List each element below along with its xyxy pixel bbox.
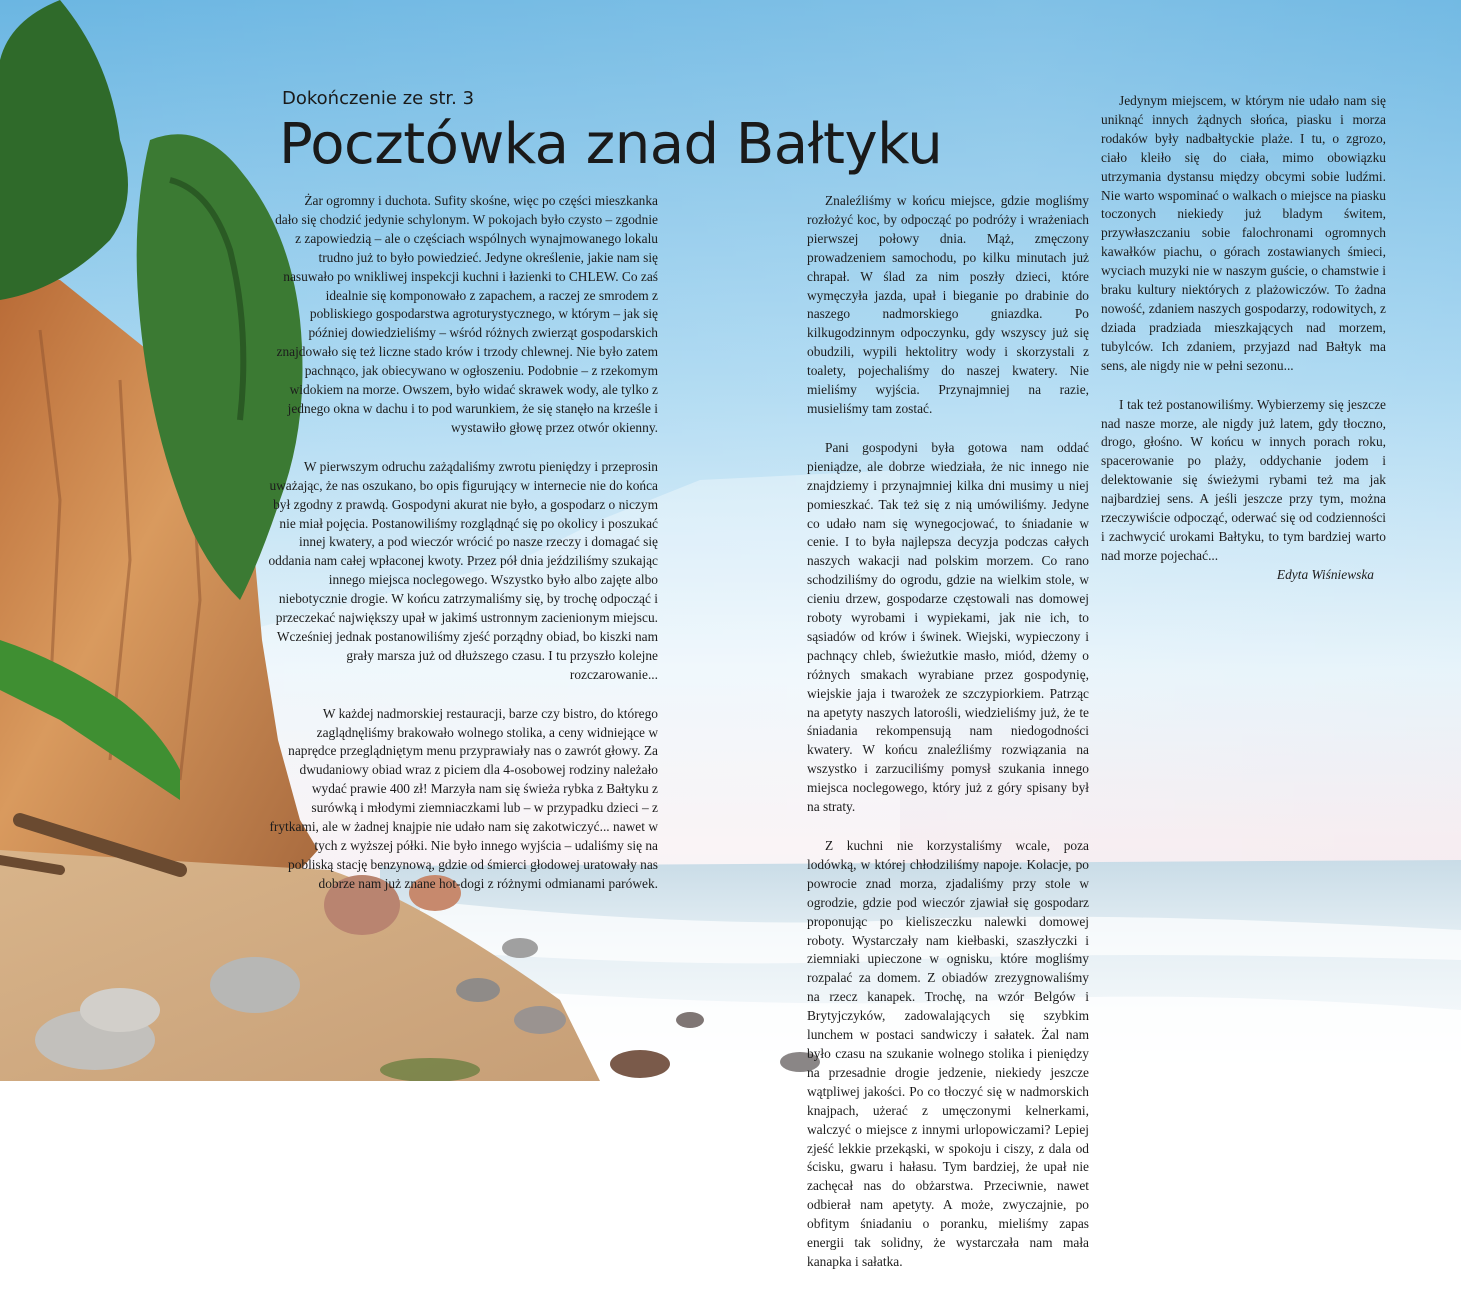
article-title: Pocztówka znad Bałtyku: [279, 112, 943, 177]
author-signature: Edyta Wiśniewska: [1276, 566, 1374, 582]
paragraph: Znaleźliśmy w końcu miejsce, gdzie mogliśmy rozłożyć koc, by odpocząć po podróży i wrażeniach pierwszej połowy dnia. Mąż, zmęczony prowadzeniem samochodu, po kilku minutach już chrapał. W ślad za nim poszły dzieci, które wymęczyła jazda, upał i bieganie po drabinie do naszego nadmorskiego gniazdka. Po kilkugodzinnym odpoczynku, gdy wszyscy już się obudzili, wypili hektolitry wody i skorzystali z toalety, pojechaliśmy do naszej kwatery. Nie mieliśmy wyjścia. Przynajmniej na razie, musieliśmy tam zostać.: [807, 193, 1089, 416]
paragraph: Z kuchni nie korzystaliśmy wcale, poza lodówką, w której chłodziliśmy napoje. Kolacje, po powrocie znad morza, zjadaliśmy przy stole w ogrodzie, gdzie pod wieczór zjawiał się gospodarz proponując po kieliszeczku nalewki domowej roboty. Wystarczały nam kiełbaski, szaszłyczki i ziemniaki upieczone w ognisku, które mogliśmy rozpalać za domem. Z obiadów zrezygnowaliśmy na rzecz kanapek. Trochę, na wzór Belgów i Brytyjczyków, zadowalających się szybkim lunchem w postaci sandwiczy i sałatek. Żal nam było czasu na szukanie wolnego stolika i pieniędzy na przesadnie drogie jedzenie, niekiedy jeszcze wątpliwej jakości. Po co tłoczyć się w nadmorskich knajpach, użerać z umęczonymi kelnerkami, walczyć o miejsce z innymi urlopowiczami? Lepiej zjeść lekkie przekąski, w spokoju i ciszy, z dala od ścisku, gwaru i hałasu. Tym bardziej, że upał nie zachęcał nas do obżarstwa. Przeciwnie, nawet odbierał nam apetyty. A może, zwyczajnie, po obfitym śniadaniu o poranku, mieliśmy zapas energii tak solidny, że wystarczała nam mała kanapka i sałatka.: [807, 838, 1089, 1269]
continuation-note: Dokończenie ze str. 3: [282, 88, 475, 109]
paragraph: Żar ogromny i duchota. Sufity skośne, więc po części mieszkanka dało się chodzić jedynie schylonym. W pokojach było czysto – zgodnie z zapowiedzią – ale o częściach wspólnych wynajmowanego lokalu trudno już to było powiedzieć. Jedyne określenie, jakie nam się nasuwało po wnikliwej inspekcji kuchni i łazienki to CHLEW. Co zaś idealnie się komponowało z zapachem, a raczej ze smrodem z pobliskiego gospodarstwa agroturystycznego, w którym – jak się później dowiedzieliśmy – wśród różnych zwierząt gospodarskich znajdowało się też liczne stado krów i trzody chlewnej. Nie było zatem pachnąco, jak obiecywano w ogłoszeniu. Podobnie – z rzekomym widokiem na morze. Owszem, było widać skrawek wody, ale tylko z jednego okna w dachu i to pod warunkiem, że się stanęło na krześle i wystawiło głowę przez otwór okienny.: [275, 193, 658, 435]
article-column-2: [807, 192, 1089, 1292]
article-column-1: [268, 192, 658, 914]
paragraph: Pani gospodyni była gotowa nam oddać pieniądze, ale dobrze wiedziała, że nic innego nie znajdziemy i przynajmniej kilka dni musimy u niej pomieszkać. Tak też się z nią umówiliśmy. Jedyne co udało nam się wynegocjować, to śniadanie w cenie. I to była najlepsza decyzja podczas całych naszych wakacji nad polskim morzem. Co rano schodziliśmy do ogrodu, gdzie na wielkim stole, w cieniu drzew, gospodarze częstowali nas domowej roboty wyrobami i wypiekami, jak nie ich, to sąsiadów od krów i świnek. Wiejski, wypieczony i pachnący chleb, świeżutkie masło, miód, dżemy o różnych smakach wyrabiane przez gospodynię, wiejskie jaja i twarożek ze szczypiorkiem. Patrząc na apetyty naszych latorośli, wiedzieliśmy już, że te śniadania rekompensują nam niedogodności kwatery. W końcu znaleźliśmy rozwiązania na wszystko i zarzuciliśmy pomysł szukania innego miejsca noclegowego, który już z góry spisany był na straty.: [807, 439, 1089, 815]
article-column-3: [1101, 92, 1386, 585]
paragraph: Jedynym miejscem, w którym nie udało nam się uniknąć innych żądnych słońca, piasku i morza rodaków były nadbałtyckie plaże. I tu, o zgrozo, ciało kleiło się do ciała, mimo obowiązku utrzymania dystansu między obcymi sobie ludźmi. Nie warto wspominać o walkach o miejsce na piasku toczonych niekiedy już bladym świtem, przywłaszczaniu sobie falochronami ogromnych kawałków piachu, o górach zostawianych śmieci, wyciach muzyki nie w naszym guście, o chamstwie i braku kultury niektórych z plażowiczów. To żadna nowość, zdaniem naszych gospodarzy, rodowitych, z dziada pradziada mieszkających nad morzem, tubylców. Ich zdaniem, przyjazd nad Bałtyk ma sens, ale nigdy nie w pełni sezonu...: [1101, 93, 1386, 373]
paragraph: W pierwszym odruchu zażądaliśmy zwrotu pieniędzy i przeprosin uważając, że nas oszukano, bo opis figurujący w internecie nie do końca był zgodny z prawdą. Gospodyni akurat nie było, a gospodarz o niczym nie miał pojęcia. Postanowiliśmy rozglądnąć się po okolicy i poszukać innej kwatery, a pod wieczór wrócić po nasze rzeczy i domagać się oddania nam całej wpłaconej kwoty. Przez pół dnia jeździliśmy szukając innego miejsca noclegowego. Wszystko było albo zajęte albo niebotycznie drogie. W końcu zatrzymaliśmy się, by trochę odpocząć i przeczekać największy upał w jakimś ustronnym zacienionym miejscu. Wcześniej jednak postanowiliśmy zjeść porządny obiad, bo kiszki nam grały marsza już od dłuższego czasu. I tu przyszło kolejne rozczarowanie...: [268, 458, 658, 682]
paragraph: W każdej nadmorskiej restauracji, barze czy bistro, do którego zaglądnęliśmy brakowało wolnego stolika, a ceny widniejące w naprędce przeglądniętym menu przyprawiały nas o zawrót głowy. Za dwudaniowy obiad wraz z piciem dla 4-osobowej rodziny należało wydać prawie 400 zł! Marzyła nam się świeża rybka z Bałtyku z surówką i młodymi ziemniaczkami lub – w przypadku dzieci – z frytkami, ale w żadnej knajpie nie udało nam się zakotwiczyć... nawet w tych z wyższej półki. Nie było innego wyjścia – udaliśmy się na pobliską stację benzynową, gdzie od śmierci głodowej uratowały nas dobrze nam już znane hot-dogi z różnymi odmianami parówek.: [269, 705, 658, 891]
paragraph: I tak też postanowiliśmy. Wybierzemy się jeszcze nad nasze morze, ale nigdy już latem, gdy tłoczno, drogo, głośno. W końcu w innych porach roku, spacerowanie po plaży, oddychanie jodem i delektowanie się świeżymi rybami też ma jak najbardziej sens. A jeśli jeszcze przy tym, można rzeczywiście odpocząć, oderwać się od codzienności i zachwycić urokami Bałtyku, to tym bardziej warto nad morze pojechać...: [1101, 396, 1386, 563]
